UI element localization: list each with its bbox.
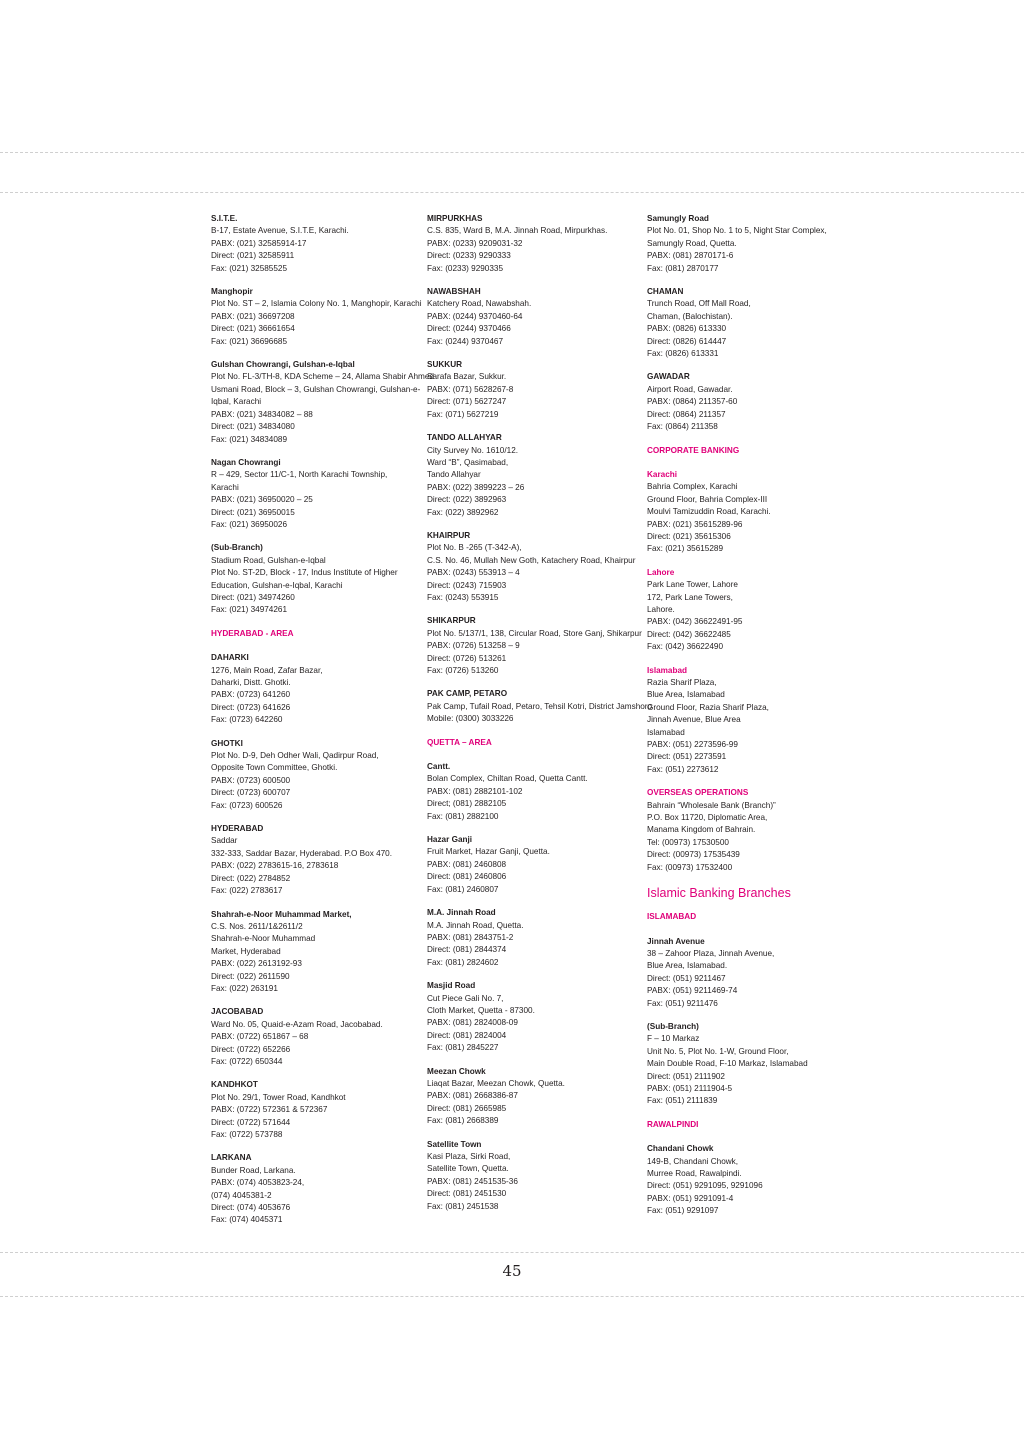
branch-detail-line: Manama Kingdom of Bahrain.	[647, 825, 756, 835]
branch-name: Jinnah Avenue	[647, 936, 705, 946]
branch-detail-line: C.S. No. 46, Mullah New Goth, Katachery Road, Khairpur	[427, 555, 636, 565]
branch-entry	[427, 1066, 617, 1128]
branch-entry	[211, 1006, 401, 1068]
branch-entry	[647, 787, 837, 874]
branch-detail-line: Direct: (0244) 9370466	[427, 324, 511, 334]
section-heading-corporate-banking: CORPORATE BANKING	[647, 445, 740, 455]
branch-detail-line: Fax: (021) 35615289	[647, 544, 724, 554]
branch-name: DAHARKI	[211, 653, 249, 663]
branch-detail-line: Fax: (081) 2460807	[427, 884, 499, 894]
branch-name: LARKANA	[211, 1153, 252, 1163]
branch-detail-line: Fruit Market, Hazar Ganji, Quetta.	[427, 847, 550, 857]
branch-detail-line: 149-B, Chandani Chowk,	[647, 1156, 739, 1166]
branch-detail-line: Direct: (0826) 614447	[647, 336, 727, 346]
branch-detail-line: Karachi	[211, 482, 239, 492]
branch-detail-line: 38 – Zahoor Plaza, Jinnah Avenue,	[647, 948, 775, 958]
branch-detail-line: Moulvi Tamizuddin Road, Karachi.	[647, 507, 771, 517]
branch-entry	[427, 834, 617, 896]
branch-detail-line: PABX: (081) 2824008-09	[427, 1018, 518, 1028]
branch-detail-line: PABX: (022) 2613192-93	[211, 959, 302, 969]
branch-detail-line: PABX: (081) 2668386-87	[427, 1091, 518, 1101]
branch-detail-line: Ground Floor, Bahria Complex-III	[647, 494, 768, 504]
branch-detail-line: Fax: (0723) 642260	[211, 715, 283, 725]
branch-detail-line: Fax: (00973) 17532400	[647, 862, 733, 872]
branch-name: OVERSEAS OPERATIONS	[647, 788, 749, 798]
branch-name: MIRPURKHAS	[427, 214, 483, 223]
branch-detail-line: PABX: (051) 2273596-99	[647, 740, 738, 750]
branch-detail-line: Direct: (071) 5627247	[427, 397, 507, 407]
branch-detail-line: Direct: (0864) 211357	[647, 409, 726, 419]
branch-entry	[647, 936, 837, 1010]
branch-detail-line: Plot No. 01, Shop No. 1 to 5, Night Star Complex,	[647, 226, 827, 236]
branch-name: Islamabad	[647, 665, 688, 675]
branch-detail-line: Bolan Complex, Chiltan Road, Quetta Cantt.	[427, 774, 588, 784]
branch-detail-line: Bahria Complex, Karachi	[647, 482, 738, 492]
branch-detail-line: Tel: (00973) 17530500	[647, 837, 729, 847]
branch-detail-line: Razia Sharif Plaza,	[647, 678, 717, 687]
branch-detail-line: Fax: (051) 9211476	[647, 998, 718, 1008]
branch-detail-line: Direct: (081) 2460806	[427, 872, 507, 882]
branch-entry	[427, 615, 642, 677]
branch-detail-line: Direct: (051) 9211467	[647, 973, 726, 983]
branch-detail-line: PABX: (0723) 600500	[211, 775, 291, 785]
branch-detail-line: Fax: (021) 36696685	[211, 336, 288, 346]
branch-detail-line: PABX: (051) 9211469-74	[647, 986, 738, 996]
branch-name: HYDERABAD	[211, 824, 264, 834]
branch-detail-line: Liaqat Bazar, Meezan Chowk, Quetta.	[427, 1078, 565, 1088]
branch-detail-line: 172, Park Lane Towers,	[647, 592, 733, 602]
branch-entry	[427, 432, 617, 519]
branch-detail-line: Fax: (0244) 9370467	[427, 336, 504, 346]
branch-detail-line: PABX: (051) 9291091-4	[647, 1193, 734, 1203]
section-heading-islamabad: ISLAMABAD	[647, 912, 697, 922]
branch-name: Hazar Ganji	[427, 835, 473, 845]
branch-detail-line: C.S. Nos. 2611/1&2611/2	[211, 921, 303, 931]
branch-entry	[647, 213, 837, 275]
branch-detail-line: P.O. Box 11720, Diplomatic Area,	[647, 813, 768, 823]
branch-detail-line: Cloth Market, Quetta - 87300.	[427, 1005, 535, 1015]
branch-detail-line: City Survey No. 1610/12.	[427, 445, 519, 455]
branch-name: GAWADAR	[647, 372, 690, 382]
branch-entry	[211, 738, 401, 812]
branch-entry	[211, 1079, 401, 1141]
branch-detail-line: Direct: (021) 34974260	[211, 592, 295, 602]
branch-detail-line: PABX: (0723) 641260	[211, 690, 291, 700]
branch-detail-line: F – 10 Markaz	[647, 1034, 700, 1044]
branch-name: KANDHKOT	[211, 1080, 258, 1090]
bottom-dashed-rule-2	[0, 1296, 1024, 1297]
branch-detail-line: PABX: (021) 34834082 – 88	[211, 409, 313, 419]
branch-detail-line: Direct: (081) 2451530	[427, 1189, 507, 1199]
branch-entry	[427, 761, 617, 823]
branch-detail-line: Fax: (0826) 613331	[647, 349, 719, 359]
branch-detail-line: Direct: (042) 36622485	[647, 629, 731, 639]
branch-name: SUKKUR	[427, 360, 463, 370]
branch-detail-line: Stadium Road, Gulshan-e-Iqbal	[211, 555, 326, 565]
branch-detail-line: PABX: (021) 36697208	[211, 311, 295, 321]
branch-name: Satellite Town	[427, 1139, 482, 1149]
branch-detail-line: Fax: (021) 36950026	[211, 519, 288, 529]
branch-detail-line: Fax: (0864) 211358	[647, 422, 718, 432]
branch-entry	[427, 907, 617, 969]
branch-name: KHAIRPUR	[427, 530, 471, 540]
branch-detail-line: Trunch Road, Off Mall Road,	[647, 299, 751, 309]
branch-entry	[211, 1152, 401, 1226]
branch-name: Shahrah-e-Noor Muhammad Market,	[211, 909, 352, 919]
branch-entry	[211, 542, 401, 616]
branch-entry	[211, 823, 401, 897]
branch-detail-line: PABX: (0722) 651867 – 68	[211, 1032, 309, 1042]
branch-entry	[211, 909, 401, 996]
branch-detail-line: Fax: (081) 2845227	[427, 1043, 499, 1053]
section-heading-quetta-area: QUETTA – AREA	[427, 737, 492, 747]
branch-detail-line: 332-333, Saddar Bazar, Hyderabad. P.O Box 470.	[211, 848, 393, 858]
branch-detail-line: Fax: (022) 2783617	[211, 886, 283, 896]
branch-detail-line: Direct: (074) 4053676	[211, 1203, 291, 1213]
branch-detail-line: Iqbal, Karachi	[211, 397, 262, 407]
branch-entry	[211, 457, 401, 531]
branch-detail-line: Direct: (081) 2665985	[427, 1103, 507, 1113]
branch-detail-line: Plot No. ST – 2, Islamia Colony No. 1, Manghopir, Karachi	[211, 299, 422, 309]
branch-name: Nagan Chowrangi	[211, 457, 281, 467]
branch-detail-line: PABX: (022) 2783615-16, 2783618	[211, 861, 339, 871]
branch-detail-line: Blue Area, Islamabad.	[647, 961, 728, 971]
section-heading-rawalpindi: RAWALPINDI	[647, 1119, 699, 1129]
branch-detail-line: Fax: (021) 34834089	[211, 434, 288, 444]
branch-detail-line: Ground Floor, Razia Sharif Plaza,	[647, 702, 769, 712]
branch-entry	[647, 1143, 837, 1217]
branch-detail-line: Fax: (0722) 573788	[211, 1130, 283, 1139]
branch-detail-line: Fax: (081) 2451538	[427, 1201, 499, 1211]
branch-entry	[427, 688, 653, 725]
branch-name: Cantt.	[427, 762, 451, 772]
branch-detail-line: Direct: (081) 2844374	[427, 945, 507, 955]
branch-entry	[647, 665, 837, 777]
branch-detail-line: Fax: (081) 2824602	[427, 957, 499, 967]
branch-detail-line: Daharki, Distt. Ghotki.	[211, 678, 291, 687]
branch-entry	[647, 286, 837, 360]
branch-detail-line: Direct: (021) 36661654	[211, 324, 295, 334]
branch-detail-line: PABX: (022) 3899223 – 26	[427, 482, 525, 492]
branch-detail-line: Airport Road, Gawadar.	[647, 384, 733, 394]
branch-detail-line: Fax: (021) 34974261	[211, 605, 288, 615]
branch-detail-line: M.A. Jinnah Road, Quetta.	[427, 920, 524, 930]
branch-detail-line: Direct: (0243) 715903	[427, 580, 507, 590]
branch-detail-line: Direct: (051) 2273591	[647, 752, 727, 762]
branch-detail-line: Market, Hyderabad	[211, 946, 281, 956]
branch-name: M.A. Jinnah Road	[427, 908, 496, 918]
branch-detail-line: Jinnah Avenue, Blue Area	[647, 715, 741, 725]
bottom-dashed-rule	[0, 1252, 1024, 1253]
branch-detail-line: PABX: (081) 2460808	[427, 859, 507, 869]
branch-detail-line: Main Double Road, F-10 Markaz, Islamabad	[647, 1059, 808, 1069]
branch-detail-line: Fax: (0726) 513260	[427, 666, 499, 675]
branch-detail-line: Saddar	[211, 836, 238, 846]
branch-entry	[211, 652, 401, 726]
branch-detail-line: Direct: (021) 32585911	[211, 251, 295, 261]
branch-entry	[427, 359, 617, 421]
branch-detail-line: C.S. 835, Ward B, M.A. Jinnah Road, Mirpurkhas.	[427, 226, 608, 236]
branch-detail-line: Fax: (051) 2273612	[647, 764, 719, 774]
branch-detail-line: Fax: (021) 32585525	[211, 263, 288, 273]
branch-detail-line: PABX: (081) 2870171-6	[647, 251, 734, 261]
branch-detail-line: Cut Piece Gali No. 7,	[427, 993, 504, 1003]
branch-detail-line: PABX: (021) 36950020 – 25	[211, 495, 313, 505]
branch-detail-line: PABX: (0244) 9370460-64	[427, 311, 523, 321]
branch-detail-line: PABX: (0864) 211357-60	[647, 397, 738, 407]
branch-detail-line: PABX: (0726) 513258 – 9	[427, 641, 520, 651]
branch-entry	[427, 286, 617, 348]
branch-name: CHAMAN	[647, 287, 684, 297]
branch-detail-line: Plot No. 29/1, Tower Road, Kandhkot	[211, 1092, 346, 1102]
branch-detail-line: R – 429, Sector 11/C-1, North Karachi Township,	[211, 470, 388, 480]
branch-detail-line: PABX: (081) 2843751-2	[427, 932, 514, 942]
branch-detail-line: Direct: (021) 36950015	[211, 507, 295, 517]
branch-detail-line: Park Lane Tower, Lahore	[647, 580, 738, 590]
branch-detail-line: Usmani Road, Block – 3, Gulshan Chowrangi, Gulshan-e-	[211, 384, 421, 394]
branch-detail-line: Direct: (051) 2111902	[647, 1071, 725, 1081]
branch-detail-line: Direct: (021) 34834080	[211, 422, 295, 432]
branch-entry	[211, 359, 434, 446]
branch-detail-line: Shahrah-e-Noor Muhammad	[211, 934, 316, 944]
branch-detail-line: Direct; (081) 2882105	[427, 799, 507, 809]
branch-detail-line: Unit No. 5, Plot No. 1-W, Ground Floor,	[647, 1046, 789, 1056]
branch-entry	[211, 286, 422, 348]
branch-name: (Sub-Branch)	[647, 1021, 699, 1031]
branch-name: Masjid Road	[427, 981, 476, 991]
branch-detail-line: Fax: (0233) 9290335	[427, 263, 504, 273]
branch-detail-line: Fax: (042) 36622490	[647, 642, 724, 652]
branch-detail-line: Plot No. D-9, Deh Odher Wali, Qadirpur Road,	[211, 751, 379, 761]
branch-detail-line: PABX: (0233) 9209031-32	[427, 238, 523, 248]
branch-detail-line: Tando Allahyar	[427, 470, 481, 480]
branch-detail-line: Lahore.	[647, 604, 675, 614]
branch-detail-line: Direct: (021) 35615306	[647, 531, 731, 541]
branch-detail-line: PABX: (0826) 613330	[647, 324, 727, 334]
column-1	[211, 213, 434, 1238]
branch-detail-line: Direct: (051) 9291095, 9291096	[647, 1181, 763, 1191]
branch-name: S.I.T.E.	[211, 214, 238, 223]
branch-detail-line: Direct: (0722) 571644	[211, 1117, 291, 1127]
branch-name: PAK CAMP, PETARO	[427, 689, 508, 699]
branch-detail-line: PABX: (071) 5628267-8	[427, 384, 514, 394]
branch-detail-line: Bunder Road, Larkana.	[211, 1165, 296, 1175]
column-2	[427, 213, 653, 1224]
branch-detail-line: Fax: (051) 9291097	[647, 1206, 719, 1216]
branch-detail-line: Satellite Town, Quetta.	[427, 1164, 509, 1174]
branch-detail-line: Direct: (081) 2824004	[427, 1030, 507, 1040]
branch-detail-line: Direct: (022) 3892963	[427, 495, 507, 505]
page-number: 45	[502, 1262, 522, 1280]
branch-detail-line: Pak Camp, Tufail Road, Petaro, Tehsil Kotri, District Jamshoro	[427, 701, 653, 711]
branch-detail-line: Sarafa Bazar, Sukkur.	[427, 372, 507, 382]
branch-detail-line: Blue Area, Islamabad	[647, 690, 725, 700]
top-dashed-rule-2	[0, 192, 1024, 193]
branch-name: SHIKARPUR	[427, 616, 476, 626]
branch-name: Gulshan Chowrangi, Gulshan-e-Iqbal	[211, 360, 355, 370]
branch-detail-line: Ward “B”, Qasimabad,	[427, 457, 509, 467]
branch-detail-line: Education, Gulshan-e-Iqbal, Karachi	[211, 580, 343, 590]
branch-detail-line: Plot No. B -265 (T-342-A),	[427, 543, 522, 553]
branch-detail-line: Islamabad	[647, 727, 685, 737]
branch-entry	[647, 469, 837, 556]
branch-name: NAWABSHAH	[427, 287, 481, 297]
branch-name: JACOBABAD	[211, 1007, 264, 1017]
branch-detail-line: Mobile: (0300) 3033226	[427, 714, 514, 724]
branch-detail-line: Fax: (081) 2668389	[427, 1116, 499, 1126]
branch-entry	[647, 371, 837, 433]
branch-name: Meezan Chowk	[427, 1066, 486, 1076]
branch-name: Lahore	[647, 567, 675, 577]
branch-entry	[427, 530, 636, 604]
branch-detail-line: PABX: (074) 4053823-24,	[211, 1178, 305, 1188]
branch-detail-line: Bahrain “Wholesale Bank (Branch)”	[647, 800, 776, 810]
branch-detail-line: Chaman, (Balochistan).	[647, 311, 733, 321]
branch-detail-line: Fax: (022) 263191	[211, 983, 278, 993]
branch-detail-line: Fax: (051) 2111839	[647, 1096, 718, 1106]
branch-detail-line: Direct: (0233) 9290333	[427, 251, 511, 261]
branch-detail-line: PABX: (0722) 572361 & 572367	[211, 1105, 328, 1115]
branch-entry	[427, 980, 617, 1054]
section-heading-hyderabad-area: HYDERABAD - AREA	[211, 628, 294, 638]
branch-detail-line: Fax: (081) 2870177	[647, 263, 719, 273]
branch-detail-line: PABX: (021) 32585914-17	[211, 238, 307, 248]
branch-detail-line: Direct: (00973) 17535439	[647, 850, 740, 860]
branch-detail-line: Direct: (022) 2611590	[211, 971, 290, 981]
branch-detail-line: Kasi Plaza, Sirki Road,	[427, 1152, 511, 1161]
branch-detail-line: 1276, Main Road, Zafar Bazar,	[211, 665, 323, 675]
branch-detail-line: Direct: (0723) 641626	[211, 702, 291, 712]
branch-entry	[647, 1021, 837, 1108]
branch-entry	[211, 213, 401, 275]
branch-detail-line: Katchery Road, Nawabshah.	[427, 299, 532, 309]
branch-detail-line: PABX: (081) 2882101-102	[427, 786, 523, 796]
branch-name: Karachi	[647, 469, 678, 479]
branch-detail-line: Opposite Town Committee, Ghotki.	[211, 763, 338, 773]
branch-detail-line: Ward No. 05, Quaid-e-Azam Road, Jacobabad.	[211, 1019, 383, 1029]
branch-name: Chandani Chowk	[647, 1144, 714, 1154]
top-dashed-rule	[0, 152, 1024, 153]
branch-entry	[647, 567, 837, 654]
branch-detail-line: PABX: (081) 2451535-36	[427, 1176, 518, 1186]
branch-detail-line: Direct: (022) 2784852	[211, 873, 291, 883]
branch-detail-line: Fax: (0722) 650344	[211, 1056, 283, 1066]
branch-name: TANDO ALLAHYAR	[427, 433, 502, 443]
branch-detail-line: Direct: (0723) 600707	[211, 788, 291, 798]
branch-name: Manghopir	[211, 287, 253, 297]
branch-detail-line: Murree Road, Rawalpindi.	[647, 1169, 742, 1178]
branch-detail-line: (074) 4045381-2	[211, 1190, 272, 1200]
branch-detail-line: PABX: (042) 36622491-95	[647, 617, 743, 627]
branch-detail-line: Samungly Road, Quetta.	[647, 238, 737, 248]
branch-detail-line: Fax: (081) 2882100	[427, 811, 499, 821]
branch-detail-line: Fax: (0243) 553915	[427, 592, 499, 602]
branch-detail-line: Fax: (022) 3892962	[427, 507, 499, 517]
branch-detail-line: B-17, Estate Avenue, S.I.T.E, Karachi.	[211, 226, 349, 236]
branch-name: GHOTKI	[211, 738, 243, 748]
branch-detail-line: Fax: (0723) 600526	[211, 800, 283, 810]
branch-detail-line: PABX: (051) 2111904-5	[647, 1083, 733, 1093]
branch-entry	[427, 213, 617, 275]
branch-detail-line: Direct: (0722) 652266	[211, 1044, 291, 1054]
islamic-banking-heading: Islamic Banking Branches	[647, 886, 791, 901]
branch-detail-line: Fax: (074) 4045371	[211, 1215, 283, 1225]
branch-name: Samungly Road	[647, 214, 709, 223]
branch-detail-line: Fax: (071) 5627219	[427, 409, 499, 419]
branch-entry	[427, 1139, 617, 1213]
branch-detail-line: Plot No. 5/137/1, 138, Circular Road, Store Ganj, Shikarpur	[427, 628, 642, 638]
branch-name: (Sub-Branch)	[211, 543, 263, 553]
column-3	[647, 213, 837, 1229]
branch-detail-line: Direct: (0726) 513261	[427, 653, 507, 663]
branch-detail-line: Plot No. FL-3/TH-8, KDA Scheme – 24, Allama Shabir Ahmed	[211, 372, 434, 382]
branch-detail-line: PABX: (021) 35615289-96	[647, 519, 743, 529]
branch-detail-line: Plot No. ST-2D, Block - 17, Indus Institute of Higher	[211, 568, 398, 578]
branch-detail-line: PABX: (0243) 553913 – 4	[427, 568, 520, 578]
